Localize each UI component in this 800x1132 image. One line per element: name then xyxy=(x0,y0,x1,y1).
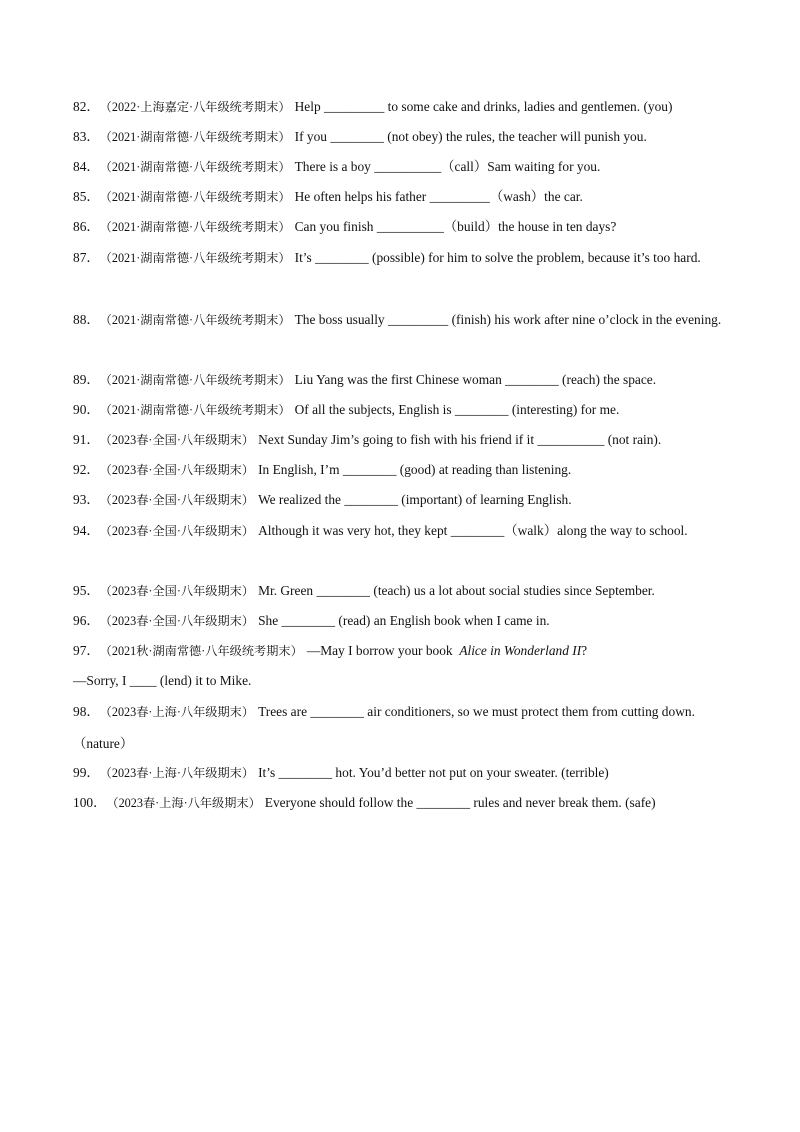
question-number: 100． xyxy=(73,795,107,810)
question-89 xyxy=(73,365,728,395)
question-source: （2023春·全国·八年级期末） xyxy=(105,584,255,598)
question-text: —May I borrow your book xyxy=(306,643,453,658)
question-97-reply xyxy=(73,666,728,696)
question-85 xyxy=(73,182,728,212)
question-number: 83． xyxy=(73,129,100,144)
question-text: It’s ________ (possible) for him to solve the problem, because it’s too hard. xyxy=(294,250,701,265)
question-text-end: ? xyxy=(581,643,588,658)
question-90 xyxy=(73,395,728,425)
question-source: （2021·湖南常德·八年级统考期末） xyxy=(105,403,291,417)
question-source: （2023春·全国·八年级期末） xyxy=(105,493,255,507)
question-text: If you ________ (not obey) the rules, the teacher will punish you. xyxy=(294,129,647,144)
question-source: （2021·湖南常德·八年级统考期末） xyxy=(105,160,291,174)
question-text: There is a boy __________（call）Sam waiting for you. xyxy=(294,159,601,174)
question-number: 90． xyxy=(73,402,100,417)
question-text: Of all the subjects, English is ________ (interesting) for me. xyxy=(294,402,620,417)
question-source: （2021·湖南常德·八年级统考期末） xyxy=(105,373,291,387)
question-text: Liu Yang was the first Chinese woman ________ (reach) the space. xyxy=(294,372,657,387)
book-title: Alice in Wonderland II xyxy=(459,643,582,658)
question-text: Although it was very hot, they kept ________（walk）along the way to school. xyxy=(258,523,688,538)
question-95 xyxy=(73,576,728,606)
question-number: 87． xyxy=(73,250,100,265)
question-99 xyxy=(73,758,728,788)
question-96 xyxy=(73,606,728,636)
question-87 xyxy=(73,242,728,274)
question-source: （2023春·上海·八年级期末） xyxy=(105,705,255,719)
question-source: （2023春·上海·八年级期末） xyxy=(112,796,261,810)
question-100 xyxy=(73,788,728,818)
question-number: 82． xyxy=(73,99,100,114)
question-91 xyxy=(73,425,728,455)
question-source: （2021·湖南常德·八年级统考期末） xyxy=(105,190,291,204)
question-88 xyxy=(73,304,728,336)
question-text: The boss usually _________ (finish) his work after nine o’clock in the evening. xyxy=(294,312,722,327)
question-number: 86． xyxy=(73,219,100,234)
question-source: （2021秋·湖南常德·八年级统考期末） xyxy=(105,644,303,658)
question-number: 91． xyxy=(73,432,100,447)
question-text: It’s ________ hot. You’d better not put on your sweater. (terrible) xyxy=(258,765,609,780)
question-number: 93． xyxy=(73,492,100,507)
question-text: She ________ (read) an English book when I came in. xyxy=(258,613,550,628)
question-source: （2023春·全国·八年级期末） xyxy=(105,614,255,628)
question-number: 97． xyxy=(73,643,100,658)
question-source: （2023春·全国·八年级期末） xyxy=(105,433,255,447)
question-94 xyxy=(73,515,728,547)
question-number: 94． xyxy=(73,523,100,538)
question-source: （2023春·全国·八年级期末） xyxy=(105,524,255,538)
question-text: —Sorry, I ____ (lend) it to Mike. xyxy=(73,673,252,688)
question-text: Everyone should follow the ________ rules and never break them. (safe) xyxy=(264,795,656,810)
question-text: Trees are ________ air conditioners, so we must protect them from cutting down.（nature） xyxy=(73,704,695,751)
question-source: （2021·湖南常德·八年级统考期末） xyxy=(105,313,291,327)
question-text: Help _________ to some cake and drinks, ladies and gentlemen. (you) xyxy=(294,99,673,114)
question-text: Next Sunday Jim’s going to fish with his friend if it __________ (not rain). xyxy=(258,432,662,447)
question-source: （2021·湖南常德·八年级统考期末） xyxy=(105,130,291,144)
question-number: 99． xyxy=(73,765,100,780)
question-83 xyxy=(73,122,728,152)
question-number: 96． xyxy=(73,613,100,628)
question-text: He often helps his father _________（wash）the car. xyxy=(294,189,583,204)
question-source: （2023春·上海·八年级期末） xyxy=(105,766,255,780)
question-number: 88． xyxy=(73,312,100,327)
question-86 xyxy=(73,212,728,242)
question-number: 84． xyxy=(73,159,100,174)
question-93 xyxy=(73,485,728,515)
question-source: （2022·上海嘉定·八年级统考期末） xyxy=(105,100,291,114)
question-text: In English, I’m ________ (good) at reading than listening. xyxy=(258,462,572,477)
question-text: We realized the ________ (important) of learning English. xyxy=(258,492,572,507)
question-92 xyxy=(73,455,728,485)
question-number: 95． xyxy=(73,583,100,598)
question-number: 89． xyxy=(73,372,100,387)
question-84 xyxy=(73,152,728,182)
question-text: Mr. Green ________ (teach) us a lot about social studies since September. xyxy=(258,583,655,598)
question-source: （2021·湖南常德·八年级统考期末） xyxy=(105,251,291,265)
question-number: 92． xyxy=(73,462,100,477)
question-source: （2023春·全国·八年级期末） xyxy=(105,463,255,477)
question-number: 98． xyxy=(73,704,100,719)
question-82 xyxy=(73,92,728,122)
question-source: （2021·湖南常德·八年级统考期末） xyxy=(105,220,291,234)
question-98 xyxy=(73,696,728,760)
question-text: Can you finish __________（build）the house in ten days? xyxy=(294,219,617,234)
question-97 xyxy=(73,636,728,666)
question-number: 85． xyxy=(73,189,100,204)
